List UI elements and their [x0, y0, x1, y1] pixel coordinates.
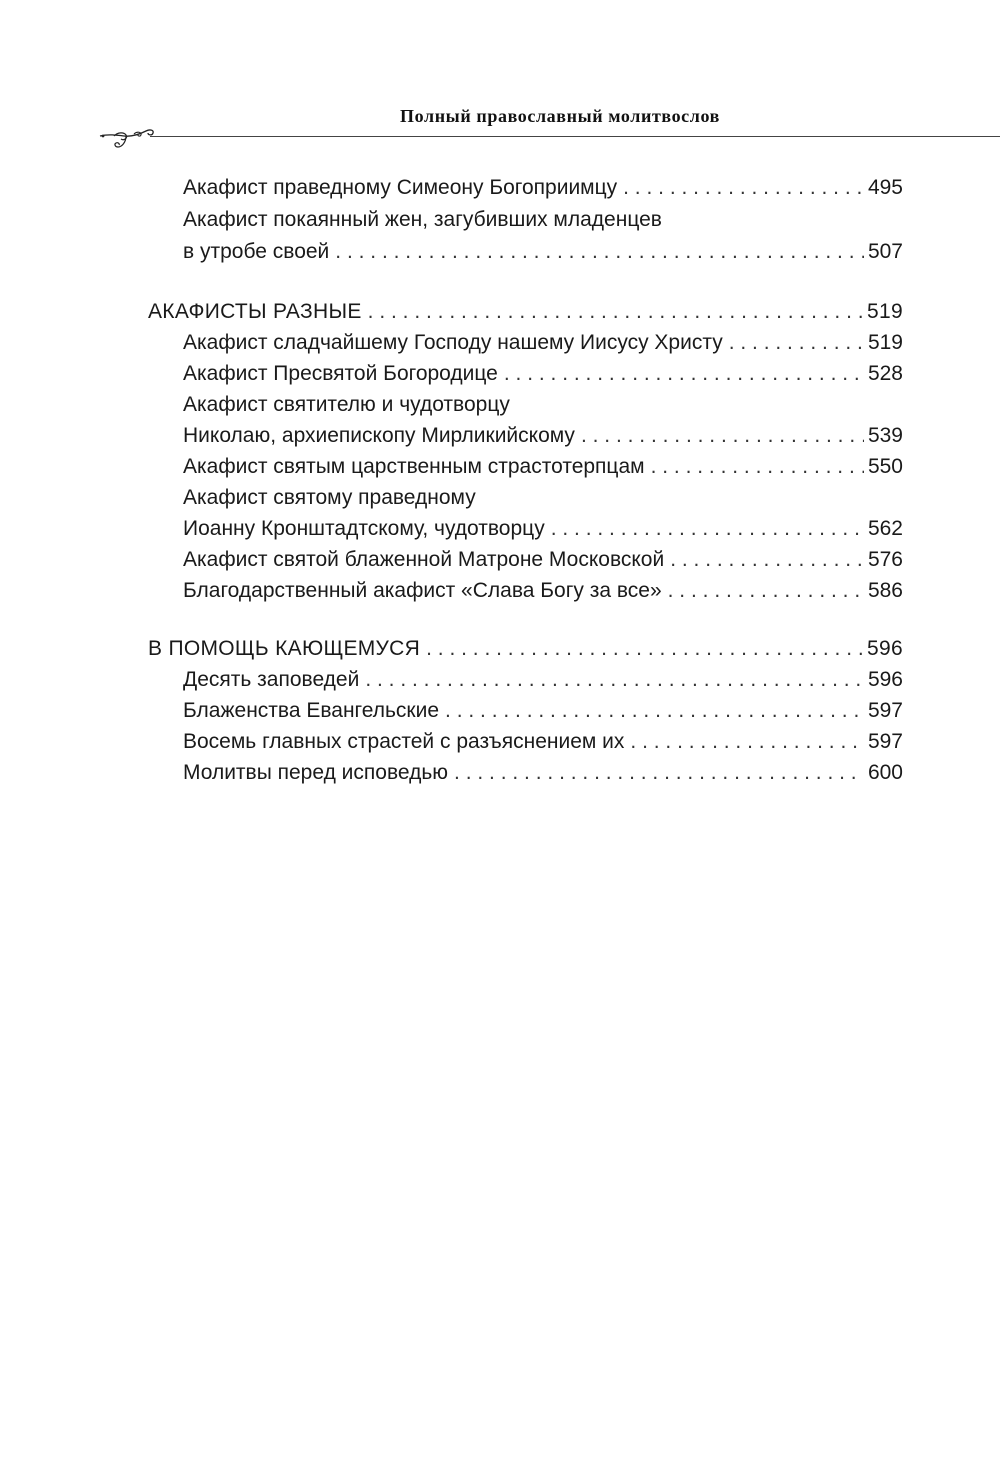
running-title: Полный православный молитвослов: [400, 106, 720, 126]
toc-entry-page: 597: [867, 699, 903, 722]
dot-leader: [335, 236, 864, 268]
dot-leader: [630, 726, 864, 758]
toc-section-title: В ПОМОЩЬ КАЮЩЕМУСЯ: [148, 637, 421, 660]
toc-entry-page: 507: [867, 240, 903, 263]
dot-leader: [551, 513, 864, 545]
dot-leader: [623, 172, 864, 204]
toc-entry[interactable]: [183, 695, 903, 727]
toc-section-heading[interactable]: [148, 633, 903, 665]
toc-entry-page: 562: [867, 517, 903, 540]
toc-entry-title: Блаженства Евангельские: [183, 699, 440, 722]
toc-entry-title: Николаю, архиепископу Мирликийскому: [183, 424, 575, 447]
toc-entry-title: Акафист святой блаженной Матроне Московской: [183, 548, 665, 571]
toc-entry-page: 596: [867, 637, 903, 660]
toc-entry[interactable]: [183, 726, 903, 758]
toc-entry-page: 586: [867, 579, 903, 602]
toc-entry-title: Акафист святым царственным страстотерпцам: [183, 455, 645, 478]
toc-entry-title: Молитвы перед исповедью: [183, 761, 449, 784]
toc-entry-page: 596: [867, 668, 903, 691]
toc-entry[interactable]: [183, 451, 903, 483]
dot-leader: [365, 664, 864, 696]
toc-entry[interactable]: [183, 757, 903, 789]
toc-entry[interactable]: [183, 575, 903, 607]
running-head: [0, 104, 1000, 134]
toc-entry-title: Благодарственный акафист «Слава Богу за все»: [183, 579, 662, 602]
toc-entry-page: 600: [867, 761, 903, 784]
toc-entry[interactable]: [183, 236, 903, 268]
toc-entry-page: 550: [867, 455, 903, 478]
toc-entry[interactable]: [183, 172, 903, 204]
dot-leader: [368, 296, 863, 328]
toc-entry-title: Акафист Пресвятой Богородице: [183, 362, 498, 385]
toc-entry-title-line1: Акафист покаянный жен, загубивших младенцев: [183, 208, 662, 231]
dot-leader: [668, 575, 864, 607]
toc-entry[interactable]: [183, 327, 903, 359]
toc-section-heading[interactable]: [148, 296, 903, 328]
dot-leader: [504, 358, 864, 390]
toc-section-title: АКАФИСТЫ РАЗНЫЕ: [148, 300, 362, 323]
dot-leader: [426, 633, 863, 665]
dot-leader: [581, 420, 864, 452]
toc-entry-page: 539: [867, 424, 903, 447]
dot-leader: [670, 544, 864, 576]
toc-entry[interactable]: [183, 358, 903, 390]
toc-entry[interactable]: [183, 664, 903, 696]
dot-leader: [729, 327, 864, 359]
toc-entry-page: 495: [867, 176, 903, 199]
header-rule: [150, 136, 1000, 137]
flourish-ornament-icon: [96, 122, 158, 152]
toc-entry[interactable]: [183, 513, 903, 545]
toc-entry-title: в утробе своей: [183, 240, 330, 263]
toc-entry-title: Акафист сладчайшему Господу нашему Иисусу Христу: [183, 331, 723, 354]
dot-leader: [454, 757, 864, 789]
toc-entry-title: Восемь главных страстей с разъяснением их: [183, 730, 625, 753]
toc-entry-page: 519: [867, 331, 903, 354]
dot-leader: [445, 695, 864, 727]
toc-entry-title: Иоанну Кронштадтскому, чудотворцу: [183, 517, 545, 540]
toc-entry-title-line1: Акафист святителю и чудотворцу: [183, 393, 510, 416]
toc-entry-title-line1: Акафист святому праведному: [183, 486, 476, 509]
toc-entry-page: 597: [867, 730, 903, 753]
dot-leader: [651, 451, 864, 483]
toc-entry-page: 576: [867, 548, 903, 571]
toc-entry-page: 528: [867, 362, 903, 385]
toc-entry-page: 519: [867, 300, 903, 323]
toc-entry-title: Десять заповедей: [183, 668, 360, 691]
toc-entry[interactable]: [183, 544, 903, 576]
toc-entry[interactable]: [183, 420, 903, 452]
toc-entry-title: Акафист праведному Симеону Богоприимцу: [183, 176, 618, 199]
